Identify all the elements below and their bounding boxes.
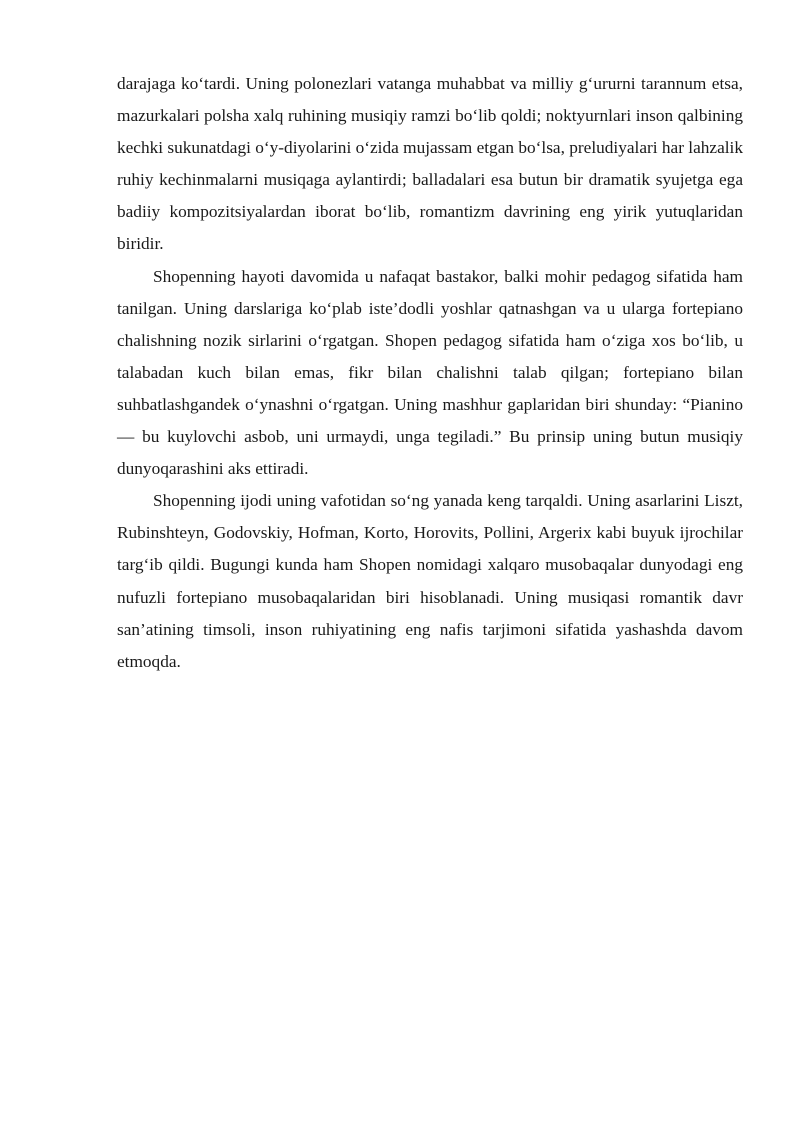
paragraph-3: Shopenning ijodi uning vafotidan so‘ng yanada keng tarqaldi. Uning asarlarini Liszt, Rubinshteyn, Godovskiy, Hofman, Korto, Horovits, Pollini, Argerix kabi buyuk ijrochilar targ‘ib qildi. Bugungi kunda ham Shopen nomidagi xalqaro musobaqalar dunyodagi eng nufuzli fortepiano musobaqalaridan biri hisoblanadi. Uning musiqasi romantik davr san’atining timsoli, inson ruhiyatining eng nafis tarjimoni sifatida yashashda davom etmoqda. (117, 491, 743, 671)
paragraph-2: Shopenning hayoti davomida u nafaqat bastakor, balki mohir pedagog sifatida ham tanilgan. Uning darslariga ko‘plab iste’dodli yoshlar qatnashgan va u ularga fortepiano chalishning nozik sirlarini o‘rgatgan. Shopen pedagog sifatida ham o‘ziga xos bo‘lib, u talabadan kuch bilan emas, fikr bilan chalishni talab qilgan; fortepiano bilan suhbatlashgandek o‘ynashni o‘rgatgan. Uning mashhur gaplaridan biri shunday: “Pianino — bu kuylovchi asbob, uni urmaydi, unga tegiladi.” Bu prinsip uning butun musiqiy dunyoqarashini aks ettiradi. (117, 266, 743, 479)
paragraph-1: darajaga ko‘tardi. Uning polonezlari vatanga muhabbat va milliy g‘ururni tarannum etsa, mazurkalari polsha xalq ruhining musiqiy ramzi bo‘lib qoldi; noktyurnlari inson qalbining kechki sukunatdagi o‘y-diyolarini o‘zida mujassam etgan bo‘lsa, preludiyalari har lahzalik ruhiy kechinmalarni musiqaga aylantirdi; balladalari esa butun bir dramatik syujetga ega badiiy kompozitsiyalardan iborat bo‘lib, romantizm davrining eng yirik yutuqlaridan biridir. (117, 74, 743, 254)
body-text (117, 68, 743, 678)
